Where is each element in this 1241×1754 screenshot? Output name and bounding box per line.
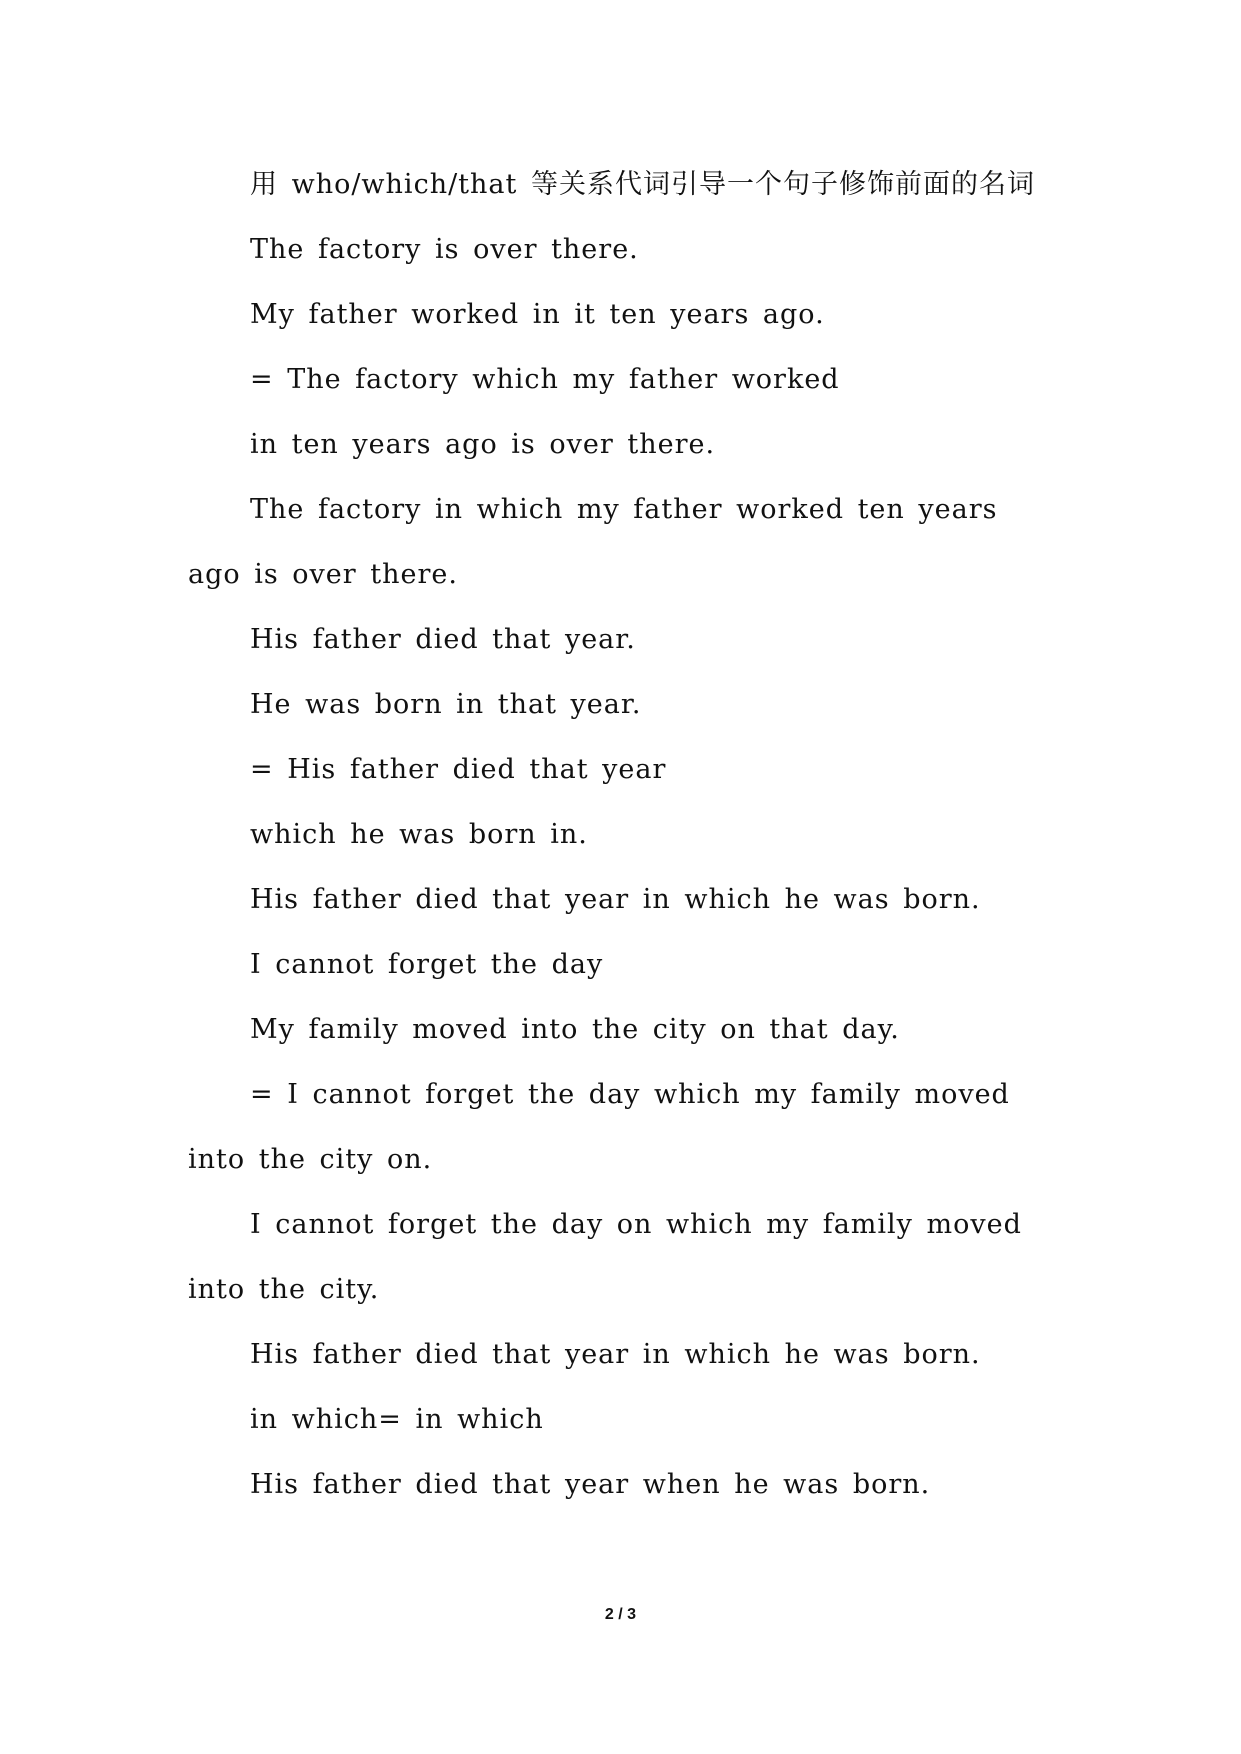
- paragraph: which he was born in.: [250, 819, 588, 850]
- paragraph: My family moved into the city on that day.: [250, 1014, 900, 1045]
- paragraph: I cannot forget the day on which my family moved into the city.: [188, 1209, 1022, 1305]
- paragraph: The factory is over there.: [250, 234, 639, 265]
- paragraph: His father died that year when he was born.: [250, 1469, 931, 1500]
- paragraph: My father worked in it ten years ago.: [250, 299, 825, 330]
- document-body: [188, 152, 1058, 1517]
- paragraph: His father died that year in which he was born.: [250, 1339, 981, 1370]
- paragraph: in which= in which: [250, 1404, 544, 1435]
- paragraph-intro: 用 who/which/that 等关系代词引导一个句子修饰前面的名词: [250, 169, 1035, 200]
- paragraph: = The factory which my father worked: [250, 364, 840, 395]
- paragraph: The factory in which my father worked ten years ago is over there.: [188, 494, 998, 590]
- paragraph: His father died that year in which he was born.: [250, 884, 981, 915]
- paragraph: He was born in that year.: [250, 689, 642, 720]
- paragraph: I cannot forget the day: [250, 949, 604, 980]
- paragraph: = I cannot forget the day which my family moved into the city on.: [188, 1079, 1010, 1175]
- paragraph: in ten years ago is over there.: [250, 429, 716, 460]
- page-number: 2 / 3: [604, 1606, 637, 1623]
- paragraph: His father died that year.: [250, 624, 636, 655]
- paragraph: = His father died that year: [250, 754, 667, 785]
